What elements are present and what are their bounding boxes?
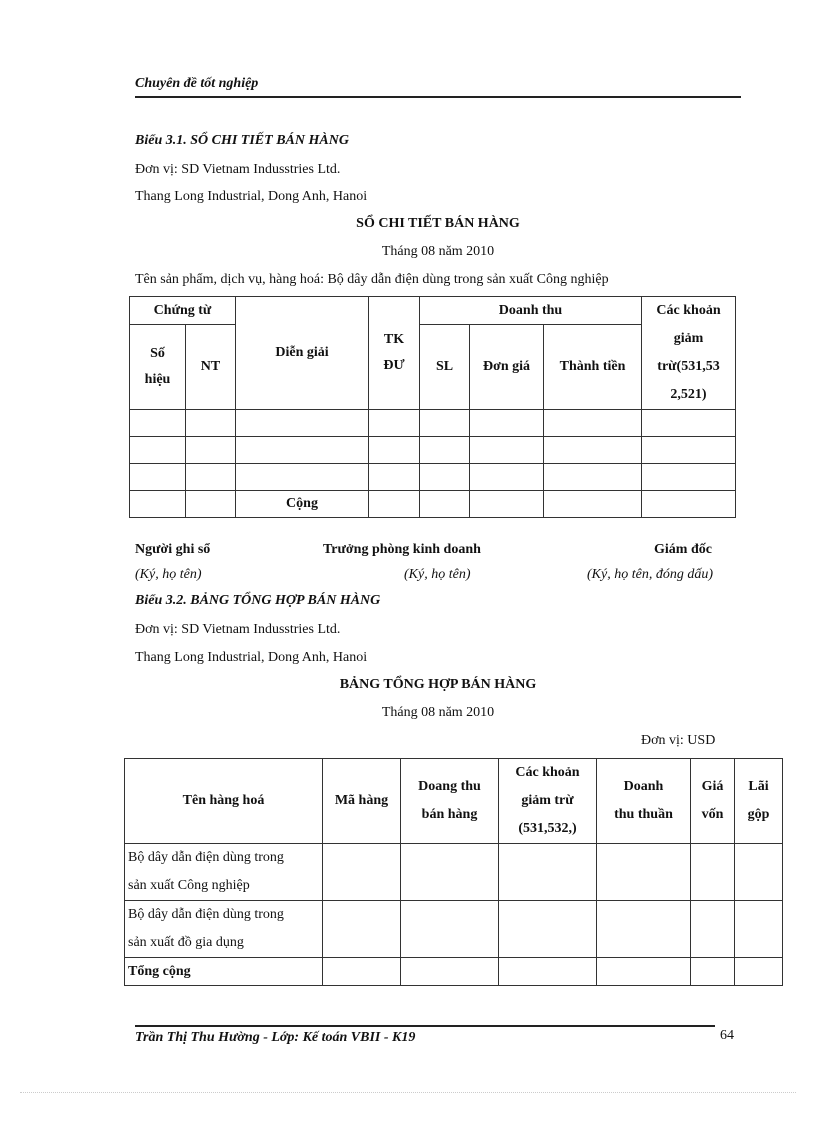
page-edge: [20, 1092, 796, 1093]
section1-unit: Đơn vị: SD Vietnam Indusstries Ltd.: [135, 162, 341, 177]
col-cac-khoan-giam-tru: Các khoản giảm trừ(531,53 2,521): [642, 297, 736, 410]
header-rule: [135, 96, 741, 98]
table-row: [130, 410, 736, 437]
section2-heading: Biểu 3.2. BẢNG TỔNG HỢP BÁN HÀNG: [135, 593, 381, 608]
col-doanh-thu: Doanh thu: [420, 297, 642, 325]
sign-note-1: (Ký, họ tên): [135, 567, 202, 582]
section1-address: Thang Long Industrial, Dong Anh, Hanoi: [135, 189, 368, 204]
signer-sales-head: Trưởng phòng kinh doanh: [323, 542, 481, 557]
table-row: [125, 844, 783, 901]
table-row: [130, 464, 736, 491]
signer-director: Giám đốc: [654, 542, 712, 557]
col-gia-von: Giá vốn: [691, 759, 735, 844]
section2-month: Tháng 08 năm 2010: [381, 705, 495, 720]
col-sl: SL: [420, 325, 470, 410]
col-cac-khoan-giam-tru: Các khoản giảm trừ (531,532,): [499, 759, 597, 844]
table-total-row: [130, 491, 736, 518]
product-industrial: Bộ dây dẫn điện dùng trong sản xuất Công nghiệp: [125, 844, 323, 901]
col-doanh-thu-ban-hang: Doang thu bán hàng: [401, 759, 499, 844]
section2-unit: Đơn vị: SD Vietnam Indusstries Ltd.: [135, 622, 341, 637]
col-thanh-tien: Thành tiền: [544, 325, 642, 410]
section1-title: SỔ CHI TIẾT BÁN HÀNG: [356, 216, 520, 231]
page-number: 64: [720, 1028, 734, 1043]
grand-total-label: Tổng cộng: [125, 958, 323, 986]
section2-title: BẢNG TỔNG HỢP BÁN HÀNG: [339, 677, 537, 692]
product-household: Bộ dây dẫn điện dùng trong sản xuất đồ gia dụng: [125, 901, 323, 958]
currency-unit: Đơn vị: USD: [641, 733, 716, 748]
section1-product: Tên sản phẩm, dịch vụ, hàng hoá: Bộ dây dẫn điện dùng trong sản xuất Công nghiệp: [135, 272, 609, 287]
col-dien-giai: Diễn giải: [236, 297, 369, 410]
col-nt: NT: [186, 325, 236, 410]
col-ten-hang: Tên hàng hoá: [125, 759, 323, 844]
sign-note-3: (Ký, họ tên, đóng dấu): [587, 567, 713, 582]
col-so-hieu: Số hiệu: [130, 325, 186, 410]
section1-heading: Biểu 3.1. SỔ CHI TIẾT BÁN HÀNG: [135, 133, 349, 148]
footer-author: Trần Thị Thu Hường - Lớp: Kế toán VBII - K19: [135, 1030, 416, 1045]
running-header: Chuyên đề tốt nghiệp: [135, 76, 259, 91]
sales-summary-table: [124, 758, 783, 986]
col-ma-hang: Mã hàng: [323, 759, 401, 844]
footer-rule: [135, 1025, 715, 1027]
col-tk-du: TK ĐƯ: [369, 297, 420, 410]
table-row: [125, 901, 783, 958]
signer-recorder: Người ghi sổ: [135, 542, 211, 557]
col-doanh-thu-thuan: Doanh thu thuần: [597, 759, 691, 844]
col-chung-tu: Chứng từ: [130, 297, 236, 325]
section1-month: Tháng 08 năm 2010: [381, 244, 495, 259]
sign-note-2: (Ký, họ tên): [404, 567, 471, 582]
table-row: [130, 437, 736, 464]
section2-address: Thang Long Industrial, Dong Anh, Hanoi: [135, 650, 368, 665]
col-lai-gop: Lãi gộp: [735, 759, 783, 844]
detail-sales-table: [129, 296, 736, 518]
table-total-row: [125, 958, 783, 986]
col-don-gia: Đơn giá: [470, 325, 544, 410]
total-label: Cộng: [236, 491, 369, 518]
